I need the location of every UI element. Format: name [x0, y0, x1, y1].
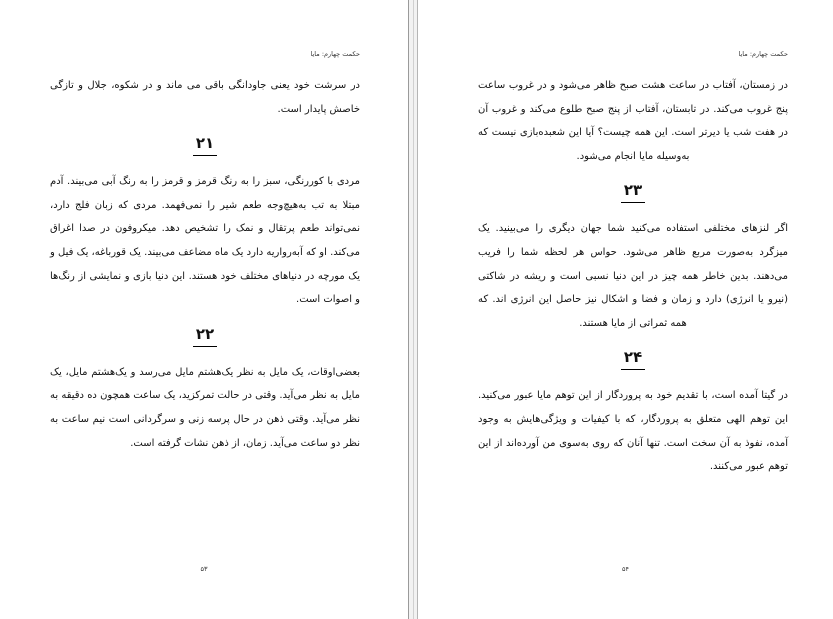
section-heading: [50, 133, 360, 156]
page-content: [50, 74, 360, 455]
section-number: ۲۲: [193, 324, 217, 347]
paragraph: مردی با کوررنگی، سبز را به رنگ قرمز و قرمز را به رنگ آبی می‌بیند. آدم مبتلا به تب به‌هیچ‌وجه طعم شیر را نمی‌فهمد. مردی که زبان فلج دارد، نمی‌تواند طعم پرتقال و نمک را تشخیص دهد. میکروفون در صدا اغراق می‌کند. او که آبه‌رواریه دارد یک ماه مضاعف می‌بیند. یک قورباغه، یک فیل و یک مورچه در دنیاهای مختلف خود هستند. این دنیا بازی و نمایشی از رنگ‌ها و اصوات است.: [50, 176, 360, 306]
section-number: ۲۱: [193, 133, 217, 156]
page-header: حکمت چهارم: مایا: [310, 50, 360, 58]
page-content: [478, 74, 788, 479]
page-header: حکمت چهارم: مایا: [738, 50, 788, 58]
left-page: [0, 0, 408, 619]
page-number: ۵۳: [200, 565, 208, 573]
section-heading: [478, 180, 788, 203]
paragraph: در گیتا آمده است، با تقدیم خود به پروردگار از این توهم مایا عبور می‌کنید. این توهم الهی متعلق به پروردگار، که با کیفیات و ویژگی‌هایش به وجود آمده، نفوذ به آن سخت است. تنها آنان که روی به‌سوی من آورده‌اند از این توهم عبور می‌کنند.: [478, 390, 788, 473]
page-number: ۵۴: [622, 565, 629, 573]
page-gutter: [408, 0, 418, 619]
right-page: [418, 0, 833, 619]
paragraph: اگر لنزهای مختلفی استفاده می‌کنید شما جهان دیگری را می‌بینید. یک میزگرد به‌صورت مربع ظاهر می‌شود. حواس هر لحظه شما را فریب می‌دهند. بدین خاطر همه چیز در این دنیا نسبی است و ریشه در شاکتی (نیرو یا انرژی) دارد و زمان و فضا و اشکال نیز حاصل این انرژی اند. که همه ثمراتی از مایا هستند.: [478, 223, 788, 329]
section-number: ۲۴: [621, 347, 645, 370]
section-heading: [50, 324, 360, 347]
section-number: ۲۳: [621, 180, 645, 203]
section-heading: [478, 347, 788, 370]
paragraph: بعضی‌اوقات، یک مایل به نظر یک‌هشتم مایل می‌رسد و یک‌هشتم مایل، یک مایل به نظر می‌آید. وقتی در حالت تمرکزید، یک ساعت همچون ده دقیقه به نظر می‌آید. وقتی ذهن در حال پرسه زنی و سرگردانی است نیم ساعت به نظر دو ساعت می‌آید. زمان، از ذهن نشات گرفته است.: [50, 366, 360, 449]
paragraph: در سرشت خود یعنی جاودانگی باقی می ماند و در شکوه، جلال و تازگی خاصش پایدار است.: [50, 80, 360, 115]
paragraph: در زمستان، آفتاب در ساعت هشت صبح ظاهر می‌شود و در غروب ساعت پنج غروب می‌کند. در تابستان، آفتاب از پنج صبح طلوع می‌کند و غروب آن در هفت شب یا دیرتر است. این همه چیست؟ آیا این شعبده‌بازی نیست که به‌وسیله مایا انجام می‌شود.: [478, 80, 788, 162]
